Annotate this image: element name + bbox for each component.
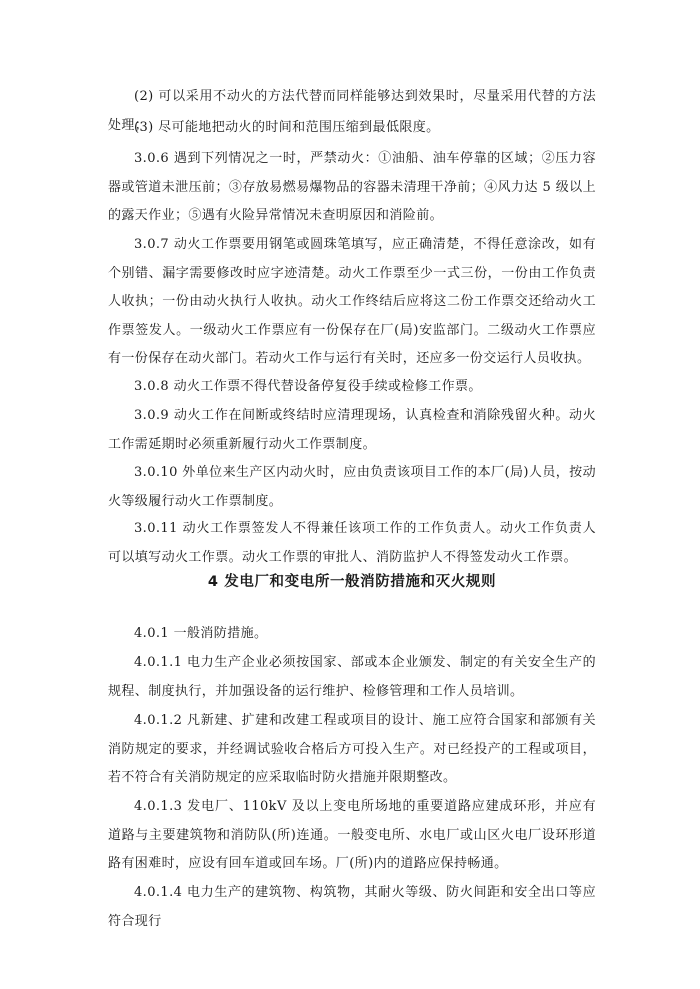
paragraph-item-2: (2) 可以采用不动火的方法代替而同样能够达到效果时，尽量采用代替的方法处理； xyxy=(108,89,596,133)
section-heading: 4 发电厂和变电所一般消防措施和灭火规则 xyxy=(207,574,497,590)
paragraph-3-0-7: 3.0.7 动火工作票要用钢笔或圆珠笔填写，应正确清楚，不得任意涂改，如有个别错、漏字需要修改时应字迹清楚。动火工作票至少一式三份，一份由工作负责人收执；一份由动火执行人收执。动火工作终结后应将这二份工作票交还给动火工作票签发人。一级动火工作票应有一份保存在厂(局)安监部门。二级动火工作票应有一份保存在动火部门。若动火工作与运行有关时，还应多一份交运行人员收执。 xyxy=(108,237,596,366)
paragraph-4-0-1: 4.0.1 一般消防措施。 xyxy=(134,626,268,641)
paragraph-3-0-9: 3.0.9 动火工作在间断或终结时应清理现场，认真检查和消除残留火种。动火工作需延期时必须重新履行动火工作票制度。 xyxy=(108,408,596,452)
paragraph-3-0-8: 3.0.8 动火工作票不得代替设备停复役手续或检修工作票。 xyxy=(134,379,482,394)
paragraph-3-0-6: 3.0.6 遇到下列情况之一时，严禁动火：①油船、油车停靠的区域；②压力容器或管道未泄压前；③存放易燃易爆物品的容器未清理干净前；④风力达 5 级以上的露天作业；⑤遇有火险异常情况未查明原因和消险前。 xyxy=(108,151,596,223)
paragraph-4-0-1-1: 4.0.1.1 电力生产企业必须按国家、部或本企业颁发、制定的有关安全生产的规程、制度执行，并加强设备的运行维护、检修管理和工作人员培训。 xyxy=(108,655,596,699)
paragraph-4-0-1-2: 4.0.1.2 凡新建、扩建和改建工程或项目的设计、施工应符合国家和部颁有关消防规定的要求，并经调试验收合格后方可投入生产。对已经投产的工程或项目，若不符合有关消防规定的应采取临时防火措施并限期整改。 xyxy=(108,713,596,785)
paragraph-4-0-1-4: 4.0.1.4 电力生产的建筑物、构筑物，其耐火等级、防火间距和安全出口等应符合现行 xyxy=(108,885,596,929)
paragraph-3-0-10: 3.0.10 外单位来生产区内动火时，应由负责该项目工作的本厂(局)人员，按动火等级履行动火工作票制度。 xyxy=(108,465,596,509)
paragraph-3-0-11: 3.0.11 动火工作票签发人不得兼任该项工作的工作负责人。动火工作负责人可以填写动火工作票。动火工作票的审批人、消防监护人不得签发动火工作票。 xyxy=(108,521,596,565)
paragraph-4-0-1-3: 4.0.1.3 发电厂、110kV 及以上变电所场地的重要道路应建成环形，并应有道路与主要建筑物和消防队(所)连通。一般变电所、水电厂或山区火电厂设环形道路有困难时，应设有回车道或回车场。厂(所)内的道路应保持畅通。 xyxy=(108,799,596,871)
paragraph-item-3: (3) 尽可能地把动火的时间和范围压缩到最低限度。 xyxy=(134,120,440,135)
